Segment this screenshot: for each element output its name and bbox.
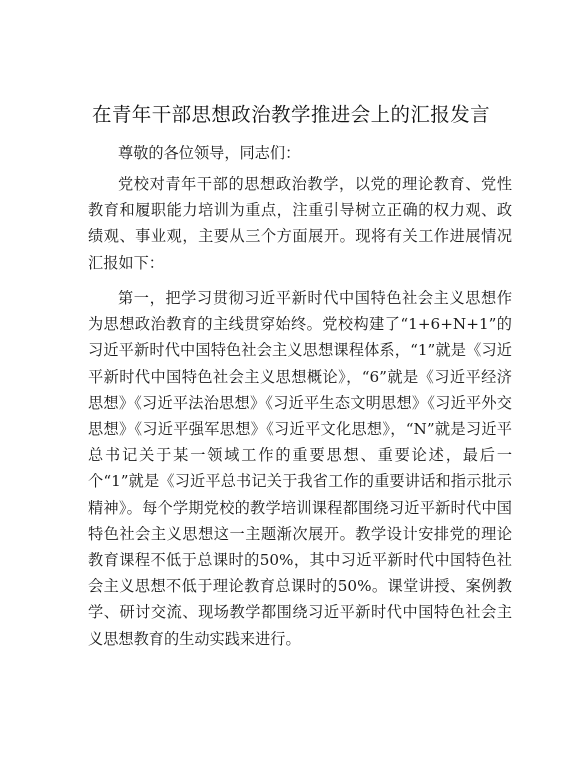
document-title: 在青年干部思想政治教学推进会上的汇报发言 bbox=[92, 103, 491, 126]
paragraph-first-point: 第一，把学习贯彻习近平新时代中国特色社会主义思想作为思想政治教育的主线贯穿始终。党校构建了“1+6+N+1”的习近平新时代中国特色社会主义思想课程体系，“1”就是《习近平新时代中国特色社会主义思想概论》，“6”就是《习近平经济思想》《习近平法治思想》《习近平生态文明思想》《习近平外交思想》《习近平强军思想》《习近平文化思想》，“N”就是习近平总书记关于某一领域工作的重要思想、重要论述，最后一个“1”就是《习近平总书记关于我省工作的重要讲话和指示批示精神》。每个学期党校的教学培训课程都围绕习近平新时代中国特色社会主义思想这一主题渐次展开。教学设计安排党的理论教育课程不低于总课时的50%，其中习近平新时代中国特色社会主义思想不低于理论教育总课时的50%。课堂讲授、案例教学、研讨交流、现场教学都围绕习近平新时代中国特色社会主义思想教育的生动实践来进行。 bbox=[88, 289, 512, 648]
paragraph-intro: 党校对青年干部的思想政治教学，以党的理论教育、党性教育和履职能力培训为重点，注重引导树立正确的权力观、政绩观、事业观，主要从三个方面展开。现将有关工作进展情况汇报如下： bbox=[88, 175, 512, 272]
greeting-line: 尊敬的各位领导，同志们： bbox=[118, 144, 301, 162]
